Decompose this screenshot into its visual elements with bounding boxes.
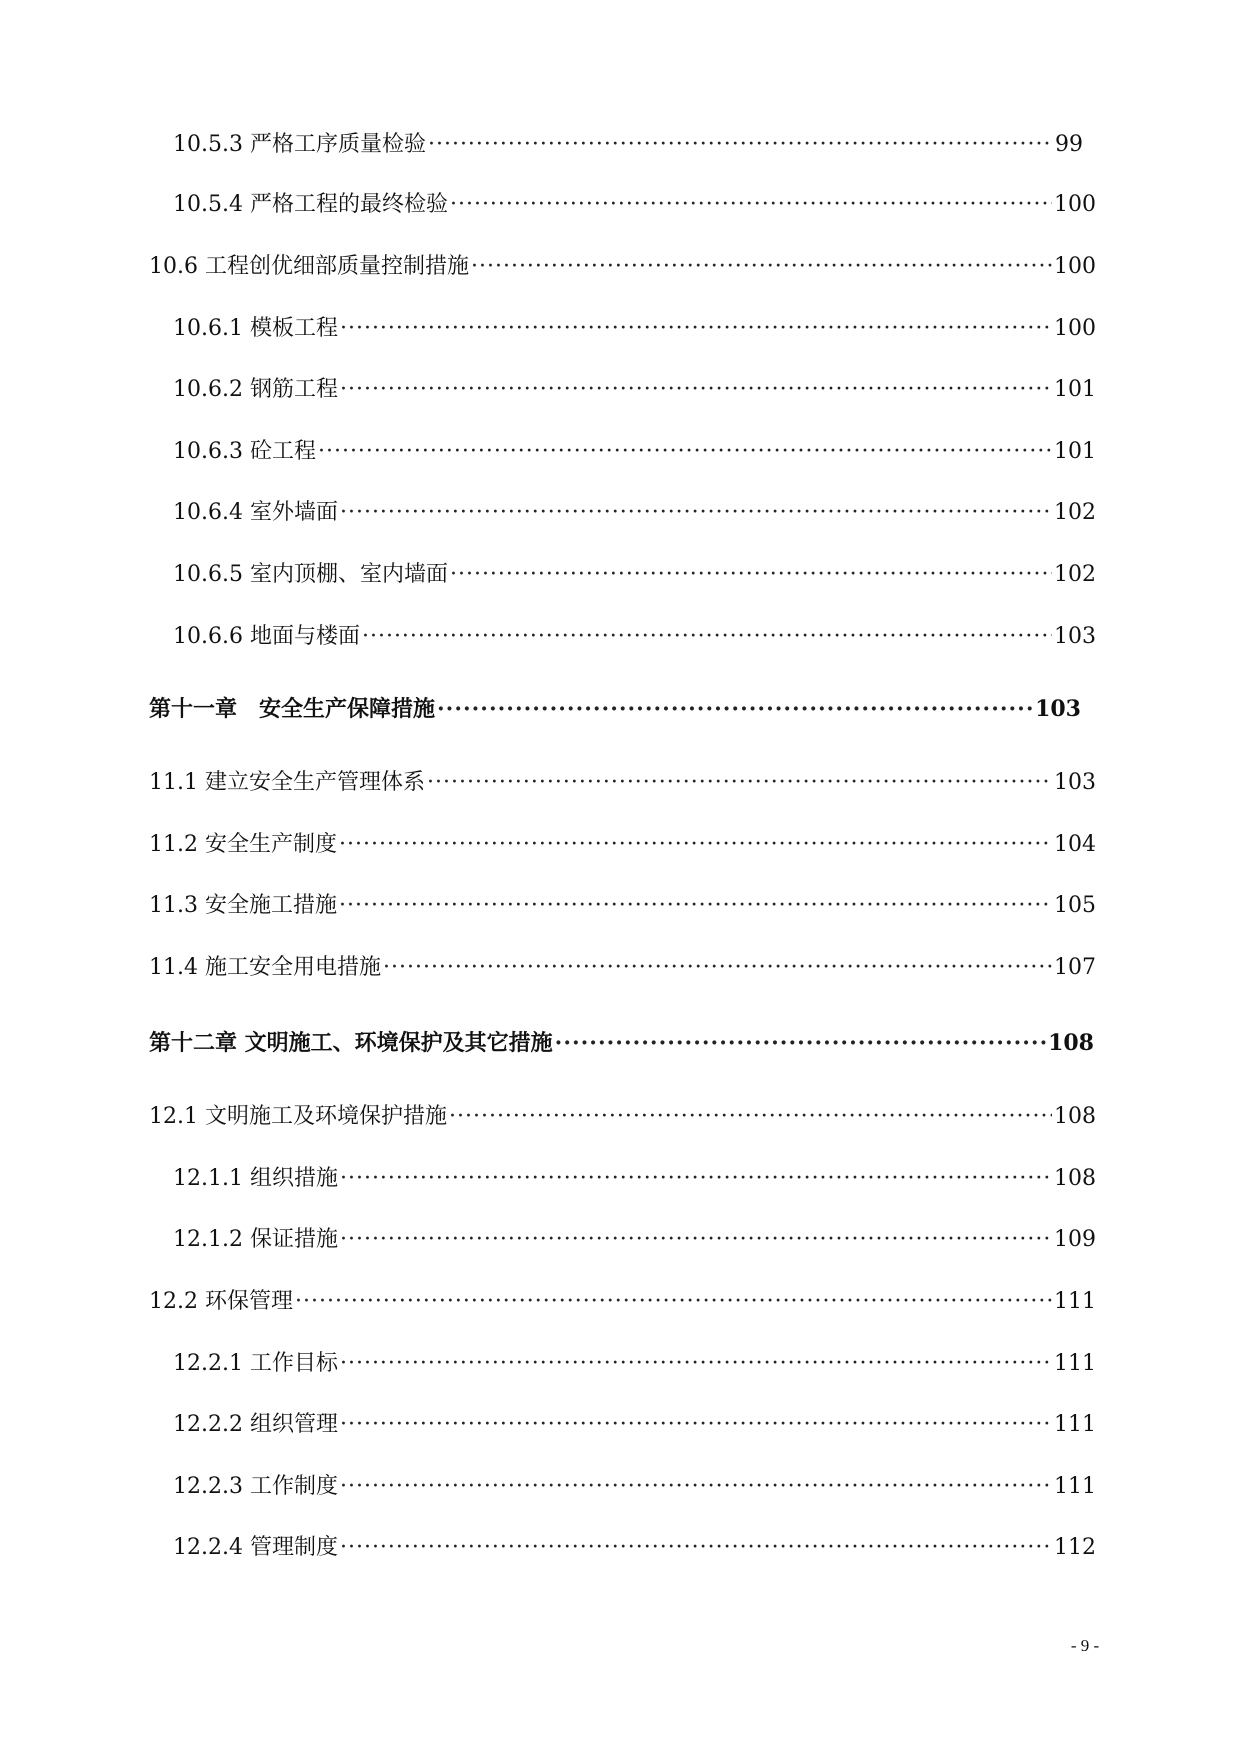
toc-entry-label: 10.6.4 室外墙面 — [173, 500, 338, 525]
toc-entry-page: 107 — [1054, 955, 1096, 980]
toc-entry[interactable] — [173, 622, 1096, 652]
toc-entry-label: 11.2 安全生产制度 — [149, 832, 337, 857]
toc-entry-page: 111 — [1054, 1412, 1096, 1437]
toc-dot-leader — [295, 1287, 1052, 1317]
toc-entry-page: 100 — [1054, 316, 1096, 341]
toc-entry-label: 10.6 工程创优细部质量控制措施 — [149, 254, 469, 279]
toc-dot-leader — [318, 437, 1052, 467]
toc-entry-label: 10.5.4 严格工程的最终检验 — [173, 192, 448, 217]
toc-entry-label: 第十一章 安全生产保障措施 — [149, 696, 436, 722]
toc-entry-page: 109 — [1054, 1227, 1096, 1252]
toc-entry-label: 12.1 文明施工及环境保护措施 — [149, 1104, 447, 1129]
toc-entry-chapter[interactable] — [149, 1028, 1094, 1058]
toc-entry[interactable] — [173, 437, 1096, 467]
toc-entry-label: 12.2 环保管理 — [149, 1289, 293, 1314]
toc-entry-label: 12.1.2 保证措施 — [173, 1227, 338, 1252]
toc-dot-leader — [340, 314, 1052, 344]
toc-entry-page: 111 — [1054, 1351, 1096, 1376]
toc-dot-leader — [428, 130, 1053, 160]
page-number: - 9 - — [1070, 1636, 1100, 1655]
toc-entry-label: 11.1 建立安全生产管理体系 — [149, 770, 425, 795]
toc-entry-chapter[interactable] — [149, 694, 1081, 724]
toc-entry[interactable] — [149, 252, 1096, 282]
toc-entry[interactable] — [173, 498, 1096, 528]
toc-dot-leader — [362, 622, 1052, 652]
toc-entry[interactable] — [173, 190, 1096, 220]
toc-dot-leader — [437, 694, 1033, 724]
toc-dot-leader — [340, 1472, 1052, 1502]
toc-entry-page: 108 — [1054, 1104, 1096, 1129]
toc-entry-page: 111 — [1054, 1474, 1096, 1499]
toc-dot-leader — [449, 1102, 1052, 1132]
toc-entry-label: 10.5.3 严格工序质量检验 — [173, 132, 426, 157]
toc-dot-leader — [471, 252, 1052, 282]
toc-entry-page: 103 — [1054, 770, 1096, 795]
toc-entry-label: 第十二章 文明施工、环境保护及其它措施 — [149, 1030, 553, 1056]
toc-entry[interactable] — [149, 891, 1096, 921]
toc-entry-page: 102 — [1054, 562, 1096, 587]
toc-entry-page: 102 — [1054, 500, 1096, 525]
toc-dot-leader — [450, 560, 1052, 590]
toc-entry-page: 104 — [1054, 832, 1096, 857]
toc-dot-leader — [340, 498, 1052, 528]
toc-dot-leader — [339, 830, 1052, 860]
toc-dot-leader — [339, 891, 1052, 921]
toc-entry-label: 10.6.6 地面与楼面 — [173, 624, 360, 649]
toc-entry[interactable] — [173, 1410, 1096, 1440]
toc-entry-label: 11.4 施工安全用电措施 — [149, 955, 381, 980]
toc-entry-page: 103 — [1035, 696, 1081, 722]
toc-entry[interactable] — [173, 1349, 1096, 1379]
toc-entry-page: 111 — [1054, 1289, 1096, 1314]
toc-entry-page: 108 — [1054, 1166, 1096, 1191]
toc-entry[interactable] — [173, 1533, 1096, 1563]
toc-entry[interactable] — [173, 314, 1096, 344]
toc-entry-label: 12.2.2 组织管理 — [173, 1412, 338, 1437]
toc-entry[interactable] — [149, 830, 1096, 860]
toc-dot-leader — [555, 1028, 1046, 1058]
toc-entry-label: 10.6.5 室内顶棚、室内墙面 — [173, 562, 448, 587]
toc-entry[interactable] — [173, 130, 1083, 160]
toc-dot-leader — [383, 953, 1052, 983]
toc-dot-leader — [340, 1410, 1052, 1440]
toc-entry-label: 12.2.4 管理制度 — [173, 1535, 338, 1560]
toc-entry-label: 12.2.3 工作制度 — [173, 1474, 338, 1499]
toc-entry-label: 10.6.3 砼工程 — [173, 439, 316, 464]
toc-dot-leader — [427, 768, 1052, 798]
toc-dot-leader — [340, 375, 1052, 405]
toc-entry-page: 112 — [1054, 1535, 1096, 1560]
toc-entry[interactable] — [149, 953, 1096, 983]
toc-entry-page: 100 — [1054, 192, 1096, 217]
toc-entry-page: 99 — [1055, 132, 1083, 157]
toc-entry[interactable] — [173, 375, 1096, 405]
toc-dot-leader — [340, 1533, 1052, 1563]
toc-entry-label: 12.2.1 工作目标 — [173, 1351, 338, 1376]
toc-entry[interactable] — [149, 768, 1096, 798]
toc-entry-label: 12.1.1 组织措施 — [173, 1166, 338, 1191]
toc-dot-leader — [450, 190, 1052, 220]
toc-entry-label: 11.3 安全施工措施 — [149, 893, 337, 918]
toc-entry-page: 103 — [1054, 624, 1096, 649]
toc-entry[interactable] — [173, 1225, 1096, 1255]
toc-entry-label: 10.6.2 钢筋工程 — [173, 377, 338, 402]
toc-entry[interactable] — [149, 1287, 1096, 1317]
toc-entry-page: 108 — [1048, 1030, 1094, 1056]
toc-entry[interactable] — [149, 1102, 1096, 1132]
toc-entry[interactable] — [173, 1164, 1096, 1194]
toc-entry-page: 100 — [1054, 254, 1096, 279]
toc-entry-page: 105 — [1054, 893, 1096, 918]
toc-entry-label: 10.6.1 模板工程 — [173, 316, 338, 341]
toc-entry-page: 101 — [1054, 377, 1096, 402]
toc-entry[interactable] — [173, 1472, 1096, 1502]
toc-dot-leader — [340, 1349, 1052, 1379]
toc-dot-leader — [340, 1225, 1052, 1255]
toc-entry-page: 101 — [1054, 439, 1096, 464]
toc-dot-leader — [340, 1164, 1052, 1194]
toc-entry[interactable] — [173, 560, 1096, 590]
